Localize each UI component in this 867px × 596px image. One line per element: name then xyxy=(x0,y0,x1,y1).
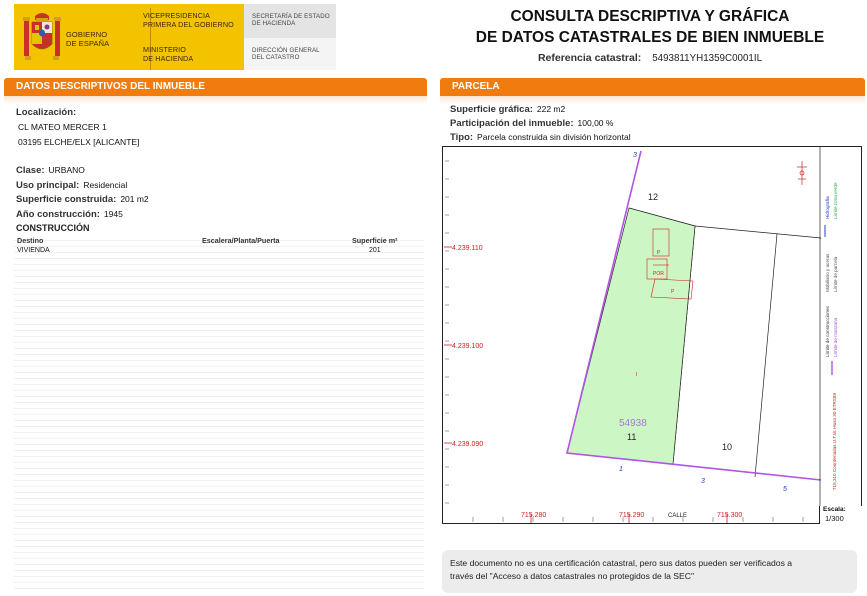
tipo-value: Parcela construida sin división horizontal xyxy=(477,132,631,142)
direccion-line1: DIRECCIÓN GENERAL xyxy=(252,47,320,54)
sup-grafica-value: 222 m2 xyxy=(536,104,566,114)
participacion-label: Participación del inmueble: xyxy=(450,118,574,129)
north-arrow-icon xyxy=(797,161,807,185)
secretaria-line2: DE HACIENDA xyxy=(252,20,296,28)
y-coord-1: 4.239.110 xyxy=(452,245,483,252)
anio-value: 1945 xyxy=(103,209,123,219)
direccion-line2: DEL CATASTRO xyxy=(252,54,300,62)
sub-label-4: I xyxy=(636,372,638,378)
parcel-number-11: 11 xyxy=(627,432,637,442)
street-label: CALLE xyxy=(668,513,688,519)
scale-value: 1/300 xyxy=(825,514,844,523)
y-coord-2: 4.239.100 xyxy=(452,343,484,350)
x-coord-2: 715.290 xyxy=(619,512,645,519)
legend-limite-zona: Límite zona verde xyxy=(833,182,838,219)
map-legend xyxy=(825,182,838,490)
uso-label: Uso principal: xyxy=(16,180,80,191)
legend-hidrografia: Hidrografía xyxy=(825,196,830,219)
row-destino: VIVIENDA xyxy=(17,247,50,254)
document-title xyxy=(450,6,850,48)
clase-label: Clase: xyxy=(16,165,45,176)
construccion-table xyxy=(14,235,424,593)
vicepresidencia-line2: PRIMERA DEL GOBIERNO xyxy=(143,19,234,29)
x-coord-3: 715.300 xyxy=(717,512,743,519)
cadastral-map xyxy=(442,146,862,524)
anio-field xyxy=(16,204,123,222)
ref-label: Referencia catastral: xyxy=(537,52,642,64)
superficie-label: Superficie construida: xyxy=(16,194,117,205)
map-scale xyxy=(819,506,862,524)
government-logo-block xyxy=(14,4,244,70)
section-header-inmueble: DATOS DESCRIPTIVOS DEL INMUEBLE xyxy=(4,78,427,96)
map-ruler-left xyxy=(445,161,449,503)
vicepresidencia-line1: VICEPRESIDENCIA xyxy=(143,11,211,20)
section-header-parcela: PARCELA xyxy=(440,78,865,96)
spain-coat-of-arms-icon xyxy=(22,10,62,66)
legend-mobiliario: Mobiliario y aceras xyxy=(825,253,830,292)
participacion-value: 100,00 % xyxy=(577,118,614,128)
sub-label-2: POR xyxy=(653,271,664,277)
clase-value: URBANO xyxy=(48,165,85,175)
col-escalera: Escalera/Planta/Puerta xyxy=(202,236,280,245)
secretaria-line1: SECRETARÍA DE ESTADO xyxy=(252,13,330,20)
disclaimer-box xyxy=(442,550,857,593)
anio-label: Año construcción: xyxy=(16,209,100,220)
corner-number-1: 3 xyxy=(633,152,637,159)
ministerio-line2: DE HACIENDA xyxy=(143,53,194,63)
address-line1: CL MATEO MERCER 1 xyxy=(18,122,107,132)
sub-label-1: P xyxy=(657,250,661,256)
col-destino: Destino xyxy=(17,236,44,245)
ministry-detail-block xyxy=(244,4,336,70)
legend-coords-note: 715,310 Coordenadas U.T.M. Huso 30 ETRS89 xyxy=(832,392,837,490)
scale-label: Escala: xyxy=(823,506,846,513)
ref-value: 5493811YH1359C0001IL xyxy=(652,53,763,64)
parcel-number-12: 12 xyxy=(648,192,659,202)
ministerio-line1: MINISTERIO xyxy=(143,45,186,54)
uso-value: Residencial xyxy=(83,180,128,190)
sub-label-3: P xyxy=(671,289,675,295)
title-line2: DE DATOS CATASTRALES DE BIEN INMUEBLE xyxy=(475,29,825,46)
corner-number-3: 3 xyxy=(701,478,705,485)
cadastral-map-drawing xyxy=(443,147,861,523)
x-coord-1: 715.280 xyxy=(521,512,547,519)
tipo-field xyxy=(450,127,631,145)
disclaimer-line2: través del "Acceso a datos catastrales no protegidos de la SEC" xyxy=(450,571,694,581)
sup-grafica-label: Superficie gráfica: xyxy=(450,104,533,115)
corner-number-2: 1 xyxy=(619,466,623,473)
tipo-label: Tipo: xyxy=(450,132,474,143)
construccion-title: CONSTRUCCIÓN xyxy=(16,223,90,233)
disclaimer-line1: Este documento no es una certificación catastral, pero sus datos pueden ser verificados a xyxy=(450,558,793,568)
y-coord-3: 4.239.090 xyxy=(452,441,484,448)
legend-limite-manzana: Límite de manzana xyxy=(833,317,838,357)
legend-limite-construcciones: Límite de construcciones xyxy=(825,306,830,357)
address-line2: 03195 ELCHE/ELX [ALICANTE] xyxy=(18,137,140,147)
gobierno-line1: GOBIERNO xyxy=(66,30,108,39)
row-superficie: 201 xyxy=(369,247,381,254)
corner-number-4: 5 xyxy=(783,486,787,493)
gobierno-line2: DE ESPAÑA xyxy=(66,39,110,48)
title-line1: CONSULTA DESCRIPTIVA Y GRÁFICA xyxy=(510,8,790,25)
cadastral-reference xyxy=(450,52,850,64)
superficie-value: 201 m2 xyxy=(120,194,149,204)
parcel-number-10: 10 xyxy=(722,442,733,452)
legend-limite-parcela: Límite de parcela xyxy=(833,256,838,292)
col-superficie: Superficie m² xyxy=(352,236,398,245)
parcel-code: 54938 xyxy=(619,418,647,429)
localizacion-label: Localización: xyxy=(16,107,77,118)
